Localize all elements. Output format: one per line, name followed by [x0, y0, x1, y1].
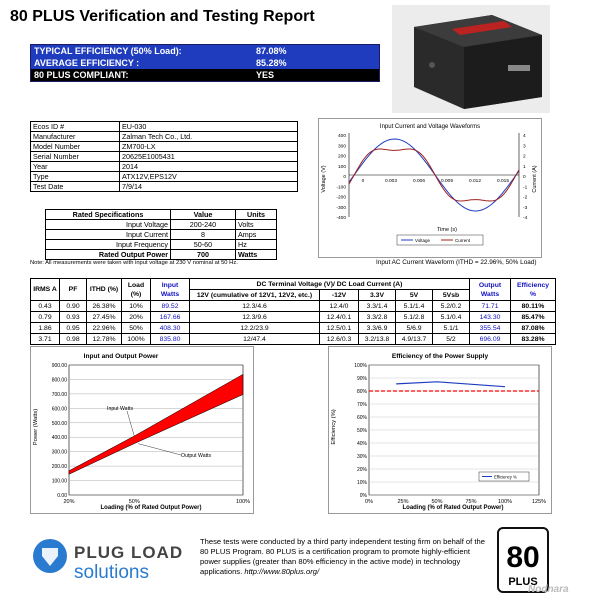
- summary-row-compliant: [31, 69, 379, 81]
- info-label: Test Date: [31, 182, 120, 192]
- logo-top-text: PLUG LOAD: [74, 543, 184, 562]
- rated-value: 8: [171, 230, 236, 240]
- rated-row: [46, 230, 277, 240]
- power-y-tick: 600.00: [51, 406, 67, 413]
- cell-n12: 12.4/0: [320, 301, 359, 312]
- efficiency-summary: [30, 44, 380, 82]
- waveform-x-tick: 0: [361, 179, 365, 184]
- waveform-right-tick: 3: [523, 144, 526, 150]
- cell-ithd: 26.38%: [87, 301, 122, 312]
- info-label: Manufacturer: [31, 132, 120, 142]
- efficiency-legend-label: Efficiency %: [494, 474, 517, 480]
- waveform-ylabel-left: Voltage (V): [321, 165, 327, 193]
- cell-v33: 3.3/2.8: [359, 312, 396, 323]
- footer-body-text: These tests were conducted by a third party independent testing firm on behalf of the 80 PLUS Program. 80 PLUS is a certification program to promote highly-efficient power supplies (greater than 80% efficiency in the active mode) in technology applications.: [200, 537, 485, 576]
- info-row: [31, 132, 298, 142]
- test-results-table: [30, 278, 556, 345]
- power-x-tick: 100%: [235, 499, 251, 505]
- report-title: 80 PLUS Verification and Testing Report: [10, 8, 315, 25]
- waveform-right-tick: 1: [523, 164, 526, 170]
- efficiency-y-tick: 30%: [356, 454, 367, 460]
- info-value: 20625E1005431: [120, 152, 298, 162]
- cell-v33: 3.3/6.9: [359, 323, 396, 334]
- cell-input: 835.80: [151, 334, 190, 345]
- power-chart-title: Input and Output Power: [83, 353, 159, 360]
- efficiency-chart-title: Efficiency of the Power Supply: [391, 353, 489, 360]
- waveform-right-tick: 0: [523, 175, 526, 180]
- cell-ithd: 27.45%: [87, 312, 122, 323]
- power-y-tick: 700.00: [51, 391, 67, 398]
- col-irms: IRMS A: [31, 279, 60, 301]
- info-value: ATX12V,EPS12V: [120, 172, 298, 182]
- waveform-chart: [319, 119, 541, 257]
- cell-load: 50%: [122, 323, 151, 334]
- summary-value: 85.28%: [256, 58, 287, 68]
- info-value: ZM700-LX: [120, 142, 298, 152]
- efficiency-y-tick: 10%: [356, 480, 367, 486]
- efficiency-y-tick: 20%: [356, 467, 367, 473]
- cell-irms: 1.86: [31, 323, 60, 334]
- efficiency-chart-frame: [328, 346, 552, 514]
- cell-v5: 5/6.9: [396, 323, 433, 334]
- waveform-x-tick: 0.003: [384, 179, 398, 184]
- cell-n12: 12.5/0.1: [320, 323, 359, 334]
- cell-v12: 12.3/9.6: [190, 312, 320, 323]
- cell-output: 71.71: [470, 301, 511, 312]
- table-row: [31, 301, 556, 312]
- waveform-right-tick: 2: [523, 154, 526, 160]
- efficiency-x-tick: 100%: [497, 499, 513, 505]
- col-pf: PF: [60, 279, 87, 301]
- table-row: [31, 312, 556, 323]
- power-chart: [31, 347, 253, 513]
- efficiency-y-tick: 80%: [356, 389, 367, 395]
- cell-v5sb: 5.1/1: [433, 323, 470, 334]
- waveform-right-tick: -4: [523, 216, 528, 221]
- power-chart-xlabel: Loading (% of Rated Output Power): [100, 505, 202, 511]
- cell-output: 696.09: [470, 334, 511, 345]
- cell-v12: 12/47.4: [190, 334, 320, 345]
- info-row: [31, 152, 298, 162]
- cell-eff: 87.08%: [511, 323, 556, 334]
- efficiency-chart-ylabel: Efficiency (%): [331, 409, 337, 445]
- watermark: Nodnara: [528, 584, 569, 595]
- cell-v5sb: 5.2/0.2: [433, 301, 470, 312]
- col-ithd: ITHD (%): [87, 279, 122, 301]
- table-row: [31, 323, 556, 334]
- waveform-left-tick: 300: [337, 144, 346, 150]
- cell-output: 355.54: [470, 323, 511, 334]
- power-y-tick: 0.00: [57, 493, 67, 499]
- rated-row: [46, 250, 277, 260]
- waveform-left-tick: -400: [336, 216, 346, 221]
- efficiency-x-tick: 125%: [531, 499, 547, 505]
- summary-row-average: [31, 57, 379, 69]
- efficiency-chart-xlabel: Loading (% of Rated Output Power): [402, 505, 504, 511]
- rated-header: Value: [171, 210, 236, 220]
- info-value: Zalman Tech Co., Ltd.: [120, 132, 298, 142]
- cell-input: 408.30: [151, 323, 190, 334]
- waveform-x-tick: 0.015: [496, 179, 510, 184]
- cell-v33: 3.3/1.4: [359, 301, 396, 312]
- summary-value: 87.08%: [256, 46, 287, 56]
- footer-description: [200, 537, 492, 577]
- rated-row: [46, 240, 277, 250]
- badge-number: 80: [506, 541, 540, 574]
- rated-header: Rated Specifications: [46, 210, 171, 220]
- cell-v5: 5.1/2.8: [396, 312, 433, 323]
- efficiency-y-tick: 100%: [354, 363, 367, 369]
- info-row: [31, 162, 298, 172]
- waveform-right-tick: -3: [523, 205, 528, 211]
- info-label: Year: [31, 162, 120, 172]
- waveform-left-tick: -300: [336, 205, 346, 211]
- waveform-x-tick: 0.009: [440, 179, 454, 184]
- power-y-tick: 900.00: [51, 363, 67, 369]
- waveform-left-tick: 200: [337, 154, 346, 160]
- info-value: 2014: [120, 162, 298, 172]
- power-x-tick: 50%: [128, 499, 140, 505]
- power-y-tick: 200.00: [51, 464, 67, 471]
- info-row: [31, 142, 298, 152]
- cell-input: 89.52: [151, 301, 190, 312]
- waveform-xlabel: Time (s): [437, 227, 457, 233]
- cell-n12: 12.4/0.1: [320, 312, 359, 323]
- waveform-ylabel-right: Current (A): [532, 165, 538, 193]
- cell-irms: 0.79: [31, 312, 60, 323]
- power-y-tick: 800.00: [51, 377, 67, 384]
- rated-row: [46, 220, 277, 230]
- power-y-tick: 100.00: [51, 478, 67, 485]
- power-chart-ylabel: Power (Watts): [33, 408, 39, 446]
- waveform-left-tick: -100: [336, 185, 346, 191]
- legend-current-label: Current: [455, 238, 471, 243]
- cell-v12: 12.3/4.6: [190, 301, 320, 312]
- cell-input: 167.66: [151, 312, 190, 323]
- info-label: Model Number: [31, 142, 120, 152]
- efficiency-x-tick: 0%: [365, 499, 373, 505]
- waveform-right-tick: 4: [523, 134, 526, 139]
- info-row: [31, 122, 298, 132]
- cell-v5: 5.1/1.4: [396, 301, 433, 312]
- cell-eff: 80.11%: [511, 301, 556, 312]
- power-y-tick: 400.00: [51, 435, 67, 442]
- efficiency-y-tick: 90%: [356, 376, 367, 382]
- cell-load: 10%: [122, 301, 151, 312]
- waveform-caption: Input AC Current Waveform (ITHD = 22.96%, 50% Load): [376, 259, 537, 266]
- cell-eff: 85.47%: [511, 312, 556, 323]
- waveform-left-tick: 100: [337, 164, 346, 170]
- cell-eff: 83.28%: [511, 334, 556, 345]
- efficiency-x-tick: 25%: [397, 499, 409, 505]
- rated-specifications-table: [45, 209, 277, 260]
- summary-label: 80 PLUS COMPLIANT:: [34, 70, 129, 80]
- logo-bottom-text: solutions: [74, 562, 149, 582]
- cell-pf: 0.93: [60, 312, 87, 323]
- cell-pf: 0.98: [60, 334, 87, 345]
- rated-unit: Hz: [236, 240, 277, 250]
- table-row: [31, 334, 556, 345]
- waveform-x-tick: 0.012: [468, 179, 482, 184]
- product-info-table: [30, 121, 298, 192]
- rated-label: Rated Output Power: [46, 250, 171, 260]
- cell-pf: 0.95: [60, 323, 87, 334]
- cell-v12: 12.2/23.9: [190, 323, 320, 334]
- cell-irms: 0.43: [31, 301, 60, 312]
- cell-v5sb: 5.1/0.4: [433, 312, 470, 323]
- info-row: [31, 182, 298, 192]
- col-load: Load (%): [122, 279, 151, 301]
- rated-value: 50-60: [171, 240, 236, 250]
- efficiency-chart: [329, 347, 551, 513]
- footer-url-link[interactable]: http://www.80plus.org/: [244, 567, 320, 576]
- col-efficiency: Efficiency %: [511, 279, 556, 301]
- legend-voltage-label: Voltage: [415, 238, 431, 243]
- col-12v-cumulative: 12V (cumulative of 12V1, 12V2, etc.): [190, 290, 320, 301]
- cell-irms: 3.71: [31, 334, 60, 345]
- summary-label: TYPICAL EFFICIENCY (50% Load):: [34, 46, 182, 56]
- col-neg12v: -12V: [320, 290, 359, 301]
- rated-value: 700: [171, 250, 236, 260]
- cell-pf: 0.90: [60, 301, 87, 312]
- efficiency-x-tick: 50%: [431, 499, 443, 505]
- efficiency-y-tick: 70%: [356, 402, 367, 408]
- cell-ithd: 12.78%: [87, 334, 122, 345]
- efficiency-x-tick: 75%: [465, 499, 477, 505]
- rated-label: Input Current: [46, 230, 171, 240]
- col-3v3: 3.3V: [359, 290, 396, 301]
- col-output-watts: Output Watts: [470, 279, 511, 301]
- info-label: Ecos ID #: [31, 122, 120, 132]
- waveform-x-tick: 0.006: [412, 179, 426, 184]
- info-row: [31, 172, 298, 182]
- waveform-right-tick: -2: [523, 195, 528, 201]
- cell-n12: 12.6/0.3: [320, 334, 359, 345]
- col-input-watts: Input Watts: [151, 279, 190, 301]
- output-watts-annotation: Output Watts: [181, 453, 212, 459]
- efficiency-y-tick: 40%: [356, 441, 367, 447]
- info-value: EU-030: [120, 122, 298, 132]
- waveform-left-tick: 400: [337, 134, 346, 139]
- badge-text: PLUS: [508, 576, 538, 588]
- cell-load: 20%: [122, 312, 151, 323]
- measurement-note: Note: All measurements were taken with input voltage at 230 V nominal at 50 Hz.: [30, 260, 238, 266]
- power-x-tick: 20%: [63, 499, 75, 505]
- summary-value: YES: [256, 70, 275, 80]
- cell-ithd: 22.96%: [87, 323, 122, 334]
- info-label: Serial Number: [31, 152, 120, 162]
- cell-v33: 3.2/13.8: [359, 334, 396, 345]
- plug-load-logo: [30, 536, 195, 582]
- col-5vsb: 5Vsb: [433, 290, 470, 301]
- waveform-right-tick: -1: [523, 185, 528, 191]
- waveform-title: Input Current and Voltage Waveforms: [379, 124, 481, 130]
- waveform-left-tick: -200: [336, 195, 346, 201]
- cell-v5: 4.9/13.7: [396, 334, 433, 345]
- power-y-tick: 500.00: [51, 420, 67, 427]
- rated-unit: Watts: [236, 250, 277, 260]
- power-y-tick: 300.00: [51, 449, 67, 456]
- rated-value: 200-240: [171, 220, 236, 230]
- waveform-left-tick: 0: [343, 175, 346, 180]
- power-chart-frame: [30, 346, 254, 514]
- waveform-chart-frame: [318, 118, 542, 258]
- col-dc-terminal: DC Terminal Voltage (V)/ DC Load Current (A): [190, 279, 470, 290]
- efficiency-y-tick: 60%: [356, 415, 367, 421]
- summary-row-typical: [31, 45, 379, 57]
- rated-unit: Amps: [236, 230, 277, 240]
- rated-label: Input Frequency: [46, 240, 171, 250]
- cell-load: 100%: [122, 334, 151, 345]
- col-5v: 5V: [396, 290, 433, 301]
- info-label: Type: [31, 172, 120, 182]
- rated-label: Input Voltage: [46, 220, 171, 230]
- efficiency-y-tick: 0%: [359, 493, 367, 499]
- info-value: 7/9/14: [120, 182, 298, 192]
- rated-unit: Volts: [236, 220, 277, 230]
- input-watts-annotation: Input Watts: [107, 406, 134, 412]
- cell-output: 143.30: [470, 312, 511, 323]
- cell-v5sb: 5/2: [433, 334, 470, 345]
- summary-label: AVERAGE EFFICIENCY :: [34, 58, 140, 68]
- psu-product-photo: [392, 5, 550, 113]
- rated-header: Units: [236, 210, 277, 220]
- efficiency-y-tick: 50%: [356, 428, 367, 434]
